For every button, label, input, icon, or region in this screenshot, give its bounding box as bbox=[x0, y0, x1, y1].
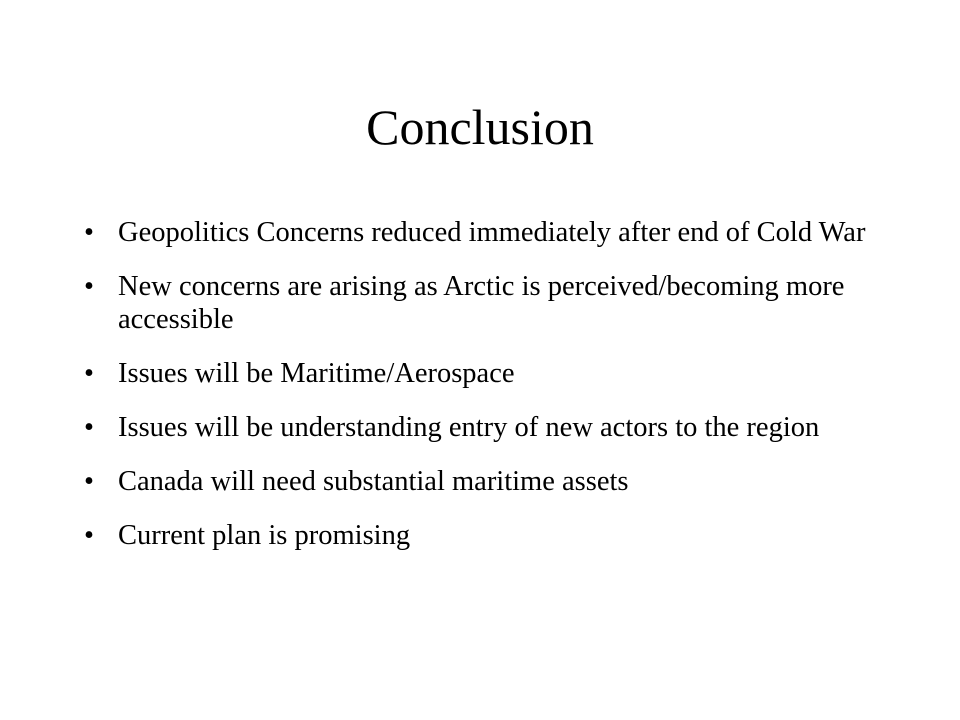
bullet-icon: • bbox=[84, 358, 94, 389]
bullet-text: Geopolitics Concerns reduced immediately after end of Cold War bbox=[118, 217, 866, 248]
bullet-text: Current plan is promising bbox=[118, 520, 411, 551]
bullet-text: New concerns are arising as Arctic is perceived/becoming more accessible bbox=[118, 271, 845, 335]
bullet-item bbox=[82, 216, 892, 249]
slide-title: Conclusion bbox=[366, 99, 594, 155]
bullet-icon: • bbox=[84, 412, 94, 443]
bullet-item bbox=[82, 270, 892, 336]
bullet-icon: • bbox=[84, 520, 94, 551]
bullet-item bbox=[82, 411, 892, 444]
bullet-item bbox=[82, 465, 892, 498]
bullet-item bbox=[82, 519, 892, 552]
bullet-item bbox=[82, 357, 892, 390]
bullet-text: Issues will be understanding entry of new actors to the region bbox=[118, 412, 820, 443]
bullet-icon: • bbox=[84, 466, 94, 497]
bullet-icon: • bbox=[84, 271, 94, 302]
bullet-list bbox=[82, 216, 892, 573]
bullet-text: Issues will be Maritime/Aerospace bbox=[118, 358, 515, 389]
bullet-icon: • bbox=[84, 217, 94, 248]
bullet-text: Canada will need substantial maritime assets bbox=[118, 466, 629, 497]
